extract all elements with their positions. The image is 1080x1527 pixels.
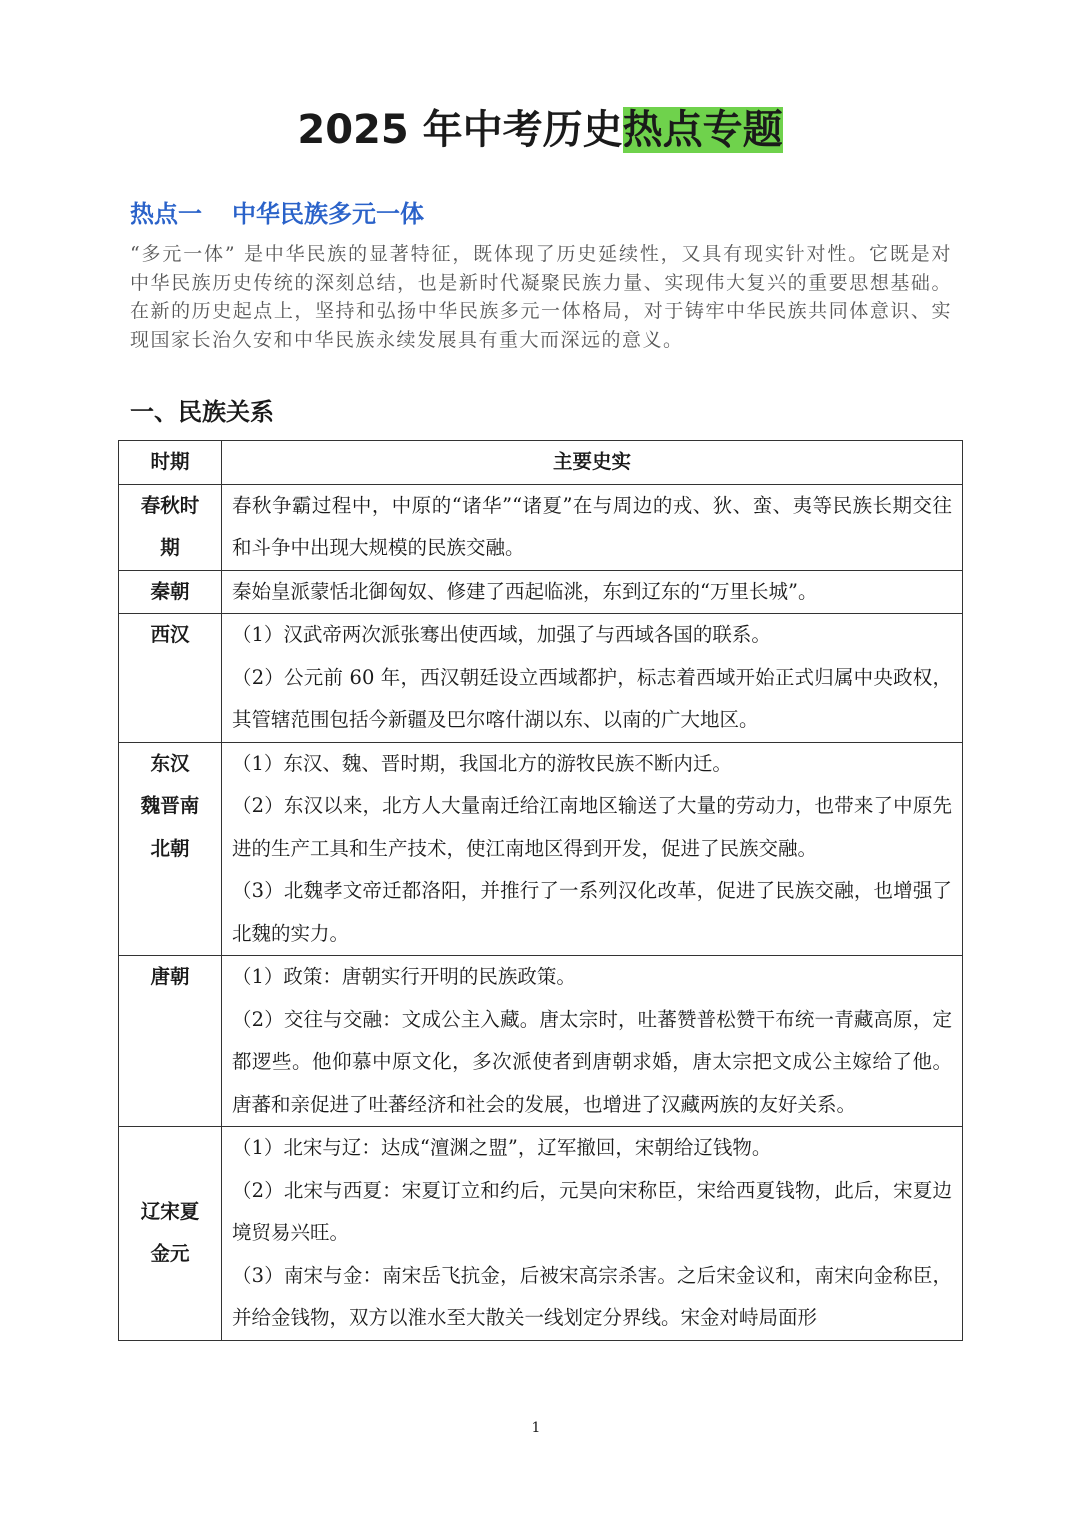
period-line: 唐朝 bbox=[150, 965, 190, 988]
facts-cell bbox=[222, 614, 963, 743]
table-row bbox=[119, 742, 963, 956]
table-row bbox=[119, 614, 963, 743]
section-heading: 一、民族关系 bbox=[130, 398, 274, 426]
period-cell bbox=[119, 614, 222, 743]
period-line: 魏晋南 bbox=[140, 794, 200, 817]
period-cell bbox=[119, 484, 222, 570]
header-period: 时期 bbox=[119, 441, 222, 485]
fact-item: （3）北魏孝文帝迁都洛阳，并推行了一系列汉化改革，促进了民族交融，也增强了北魏的实力。 bbox=[232, 879, 952, 945]
title-main: 2025 年中考历史 bbox=[297, 107, 623, 153]
hot-topic-name: 中华民族多元一体 bbox=[232, 200, 424, 228]
page-title bbox=[0, 102, 1080, 158]
table-header-row bbox=[119, 441, 963, 485]
period-line: 辽宋夏 bbox=[140, 1199, 200, 1223]
fact-item: （2）东汉以来，北方人大量南迁给江南地区输送了大量的劳动力，也带来了中原先进的生产工具和生产技术，使江南地区得到开发，促进了民族交融。 bbox=[232, 794, 952, 860]
hot-topic-heading bbox=[130, 194, 424, 234]
intro-paragraph: “多元一体” 是中华民族的显著特征，既体现了历史延续性，又具有现实针对性。它既是对中华民族历史传统的深刻总结，也是新时代凝聚民族力量、实现伟大复兴的重要思想基础。在新的历史起点上，坚持和弘扬中华民族多元一体格局，对于铸牢中华民族共同体意识、实现国家长治久安和中华民族永续发展具有重大而深远的意义。 bbox=[130, 243, 952, 351]
period-line: 期 bbox=[160, 536, 180, 559]
period-cell bbox=[119, 956, 222, 1127]
fact-item: （3）南宋与金：南宋岳飞抗金，后被宋高宗杀害。之后宋金议和，南宋向金称臣，并给金钱物，双方以淮水至大散关一线划定分界线。宋金对峙局面形 bbox=[232, 1263, 952, 1329]
period-cell bbox=[119, 742, 222, 956]
fact-item: （2）交往与交融：文成公主入藏。唐太宗时，吐蕃赞普松赞干布统一青藏高原，定都逻些。他仰慕中原文化，多次派使者到唐朝求婚，唐太宗把文成公主嫁给了他。唐蕃和亲促进了吐蕃经济和社会的发展，也增进了汉藏两族的友好关系。 bbox=[232, 1007, 952, 1116]
fact-item: 秦始皇派蒙恬北御匈奴、修建了西起临洮，东到辽东的“万里长城”。 bbox=[232, 579, 818, 603]
table-row bbox=[119, 484, 963, 570]
facts-cell bbox=[222, 742, 963, 956]
fact-item: （1）汉武帝两次派张骞出使西域，加强了与西域各国的联系。 bbox=[232, 623, 771, 646]
period-line: 东汉 bbox=[150, 751, 190, 775]
hot-topic-label: 热点一 bbox=[130, 200, 202, 228]
facts-cell bbox=[222, 956, 963, 1127]
table-row bbox=[119, 1127, 963, 1341]
facts-cell bbox=[222, 1127, 963, 1341]
period-line: 北朝 bbox=[150, 836, 190, 860]
fact-item: （1）北宋与辽：达成“澶渊之盟”，辽军撤回，宋朝给辽钱物。 bbox=[232, 1136, 772, 1159]
table-row bbox=[119, 956, 963, 1127]
period-line: 西汉 bbox=[150, 623, 190, 646]
header-facts: 主要史实 bbox=[222, 441, 963, 485]
fact-item: 春秋争霸过程中，中原的“诸华”“诸夏”在与周边的戎、狄、蛮、夷等民族长期交往和斗争中出现大规模的民族交融。 bbox=[232, 493, 952, 559]
ethnic-relations-table bbox=[118, 440, 963, 1341]
fact-item: （2）北宋与西夏：宋夏订立和约后，元昊向宋称臣，宋给西夏钱物，此后，宋夏边境贸易兴旺。 bbox=[232, 1178, 952, 1244]
period-line: 金元 bbox=[150, 1242, 190, 1266]
period-line: 春秋时 bbox=[140, 493, 200, 517]
facts-cell bbox=[222, 484, 963, 570]
period-cell bbox=[119, 570, 222, 614]
period-line: 秦朝 bbox=[150, 579, 190, 603]
fact-item: （1）东汉、魏、晋时期，我国北方的游牧民族不断内迁。 bbox=[232, 751, 732, 775]
period-cell bbox=[119, 1127, 222, 1341]
title-highlight: 热点专题 bbox=[622, 107, 783, 153]
fact-item: （2）公元前 60 年，西汉朝廷设立西域都护，标志着西域开始正式归属中央政权，其管辖范围包括今新疆及巴尔喀什湖以东、以南的广大地区。 bbox=[232, 665, 952, 731]
facts-cell bbox=[222, 570, 963, 614]
table-row bbox=[119, 570, 963, 614]
fact-item: （1）政策：唐朝实行开明的民族政策。 bbox=[232, 965, 576, 988]
page-number: 1 bbox=[531, 1420, 541, 1436]
